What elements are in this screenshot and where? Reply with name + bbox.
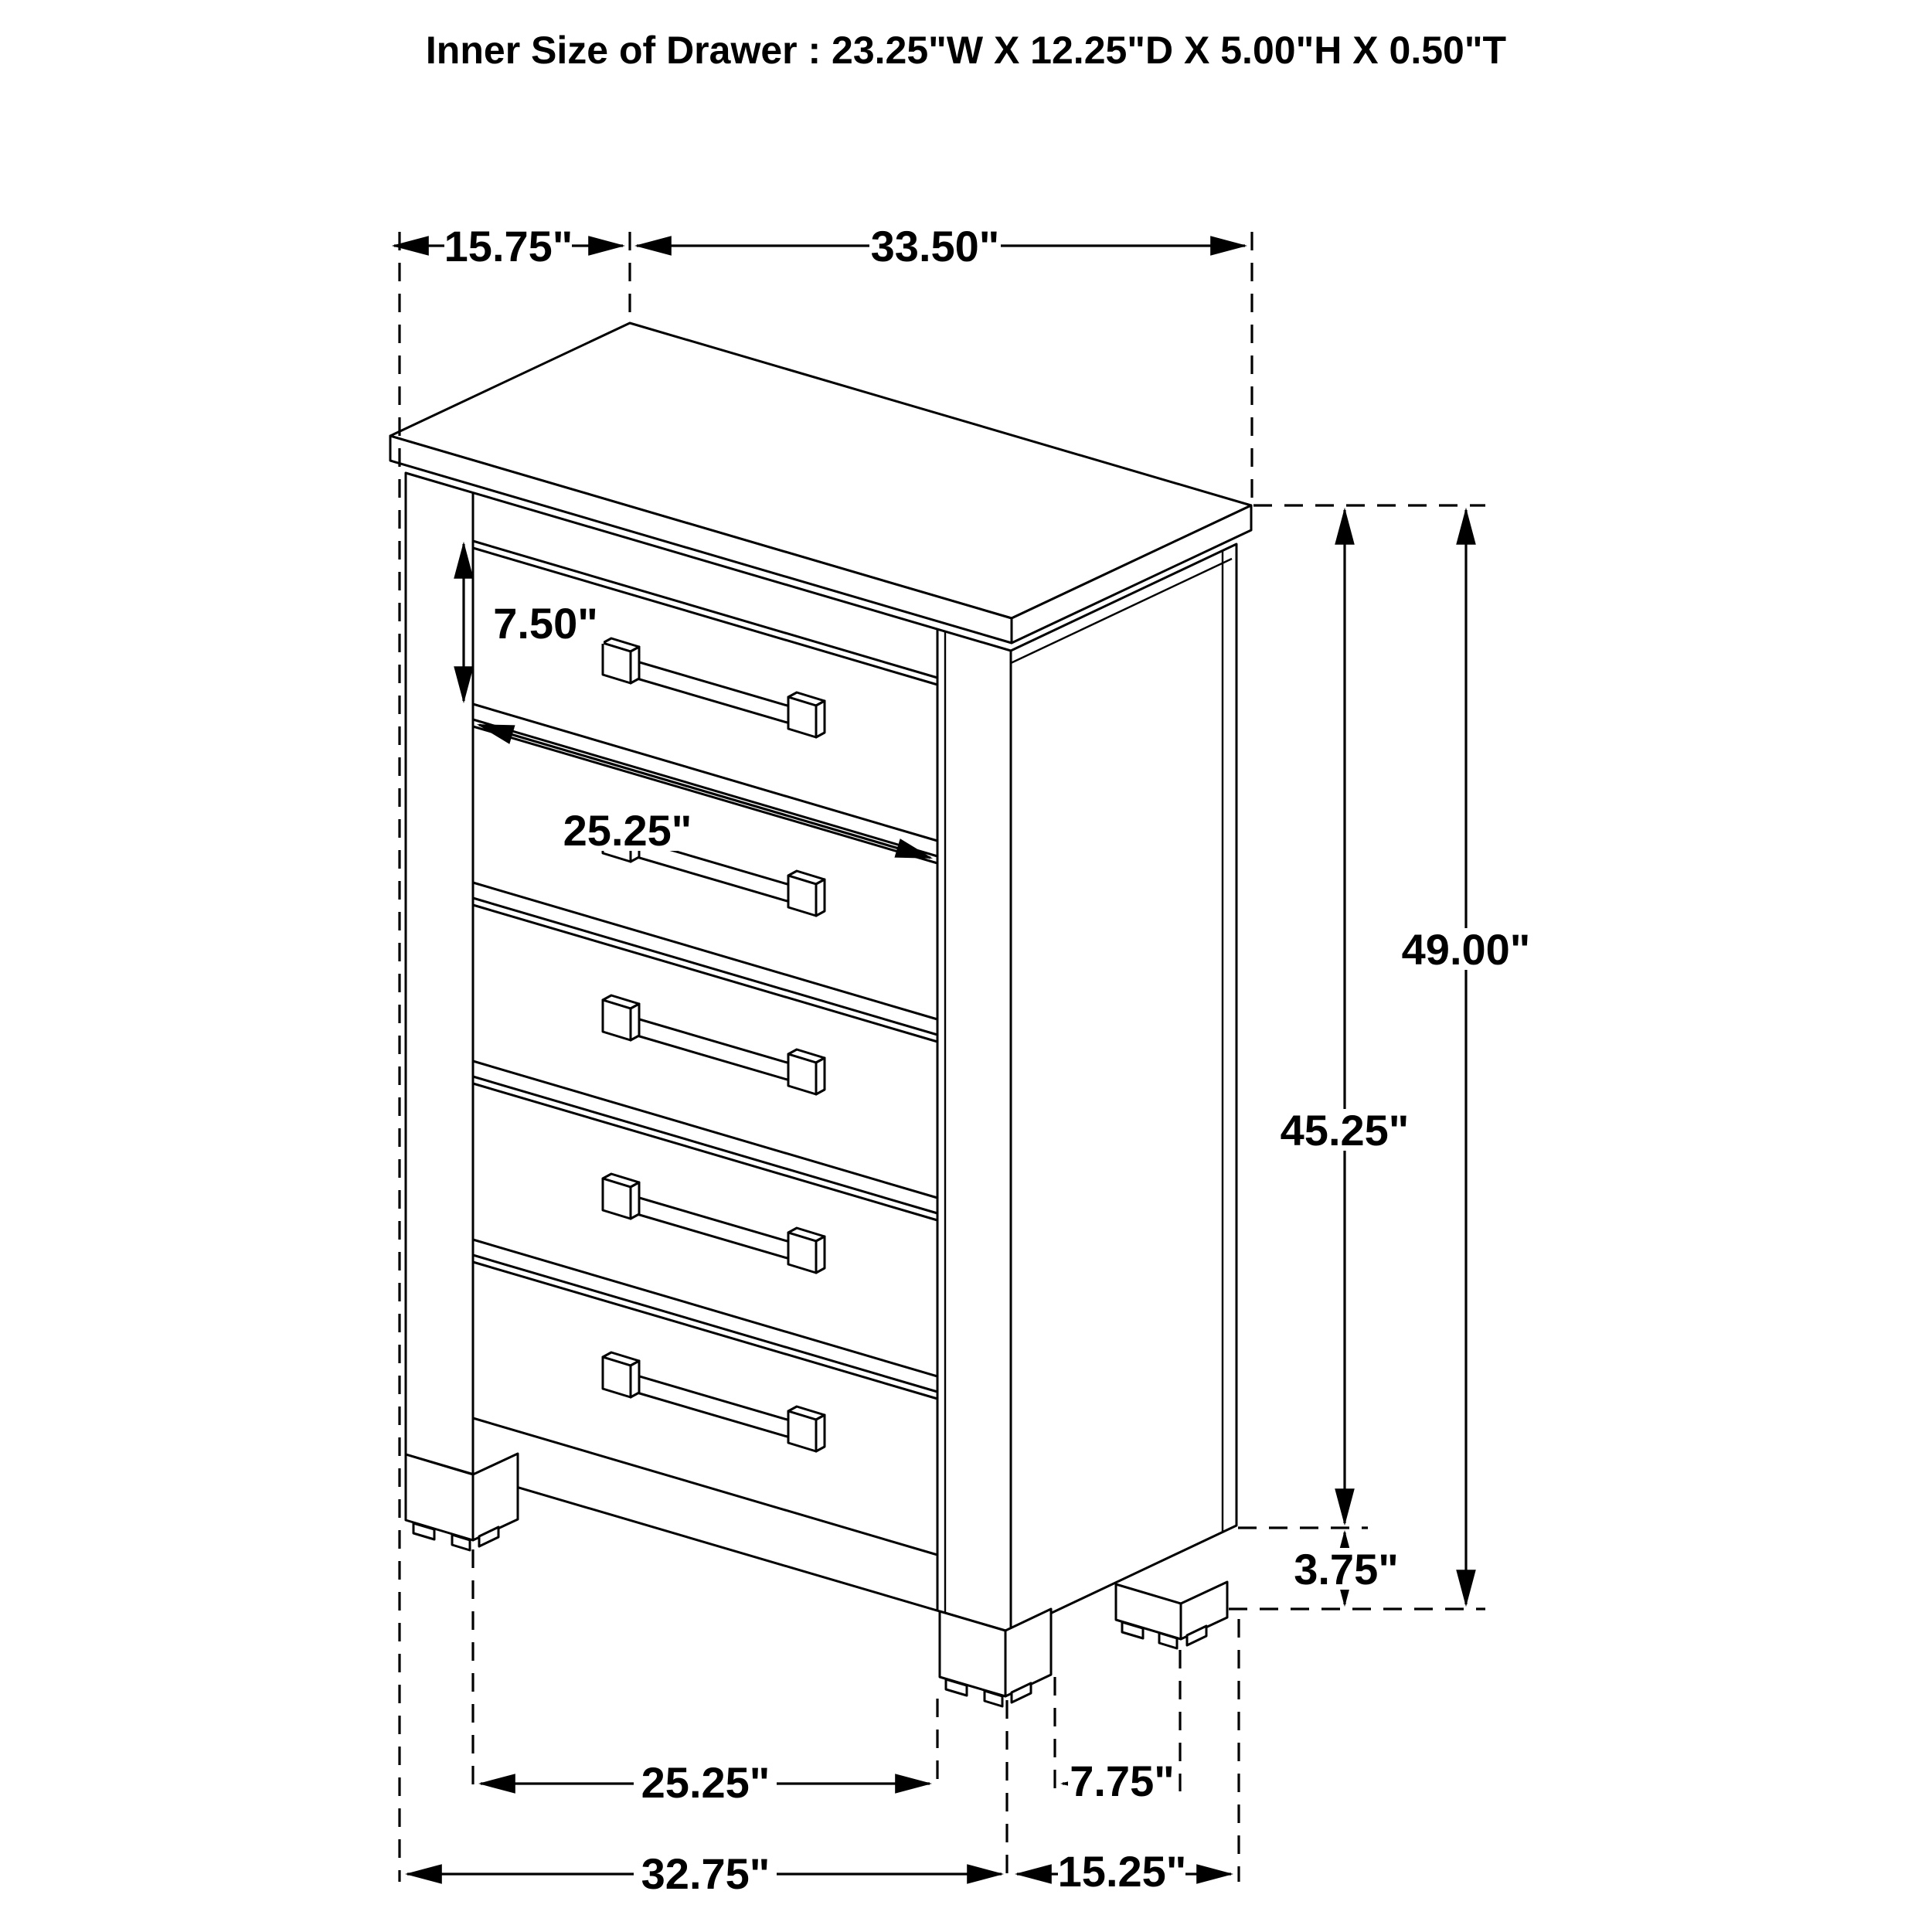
chest-of-drawers [390, 323, 1251, 1706]
label-drawer-width: 25.25" [563, 806, 692, 855]
label-base-width: 32.75" [641, 1849, 770, 1898]
diagram-title: Inner Size of Drawer : 23.25"W X 12.25"D X 5.00"H X 0.50"T [425, 29, 1507, 72]
label-front-opening-width: 25.25" [641, 1758, 770, 1807]
label-leg-height: 3.75" [1294, 1545, 1399, 1594]
label-drawer-height: 7.50" [493, 599, 598, 648]
label-overall-height: 49.00" [1401, 925, 1531, 974]
label-top-depth: 15.75" [444, 222, 573, 270]
back-right-leg [1116, 1582, 1227, 1648]
label-body-height: 45.25" [1280, 1106, 1410, 1155]
label-leg-gap-depth: 7.75" [1070, 1757, 1175, 1805]
label-top-width: 33.50" [870, 222, 1000, 270]
carcase-side-face [1011, 544, 1236, 1632]
label-base-depth: 15.25" [1057, 1847, 1187, 1896]
